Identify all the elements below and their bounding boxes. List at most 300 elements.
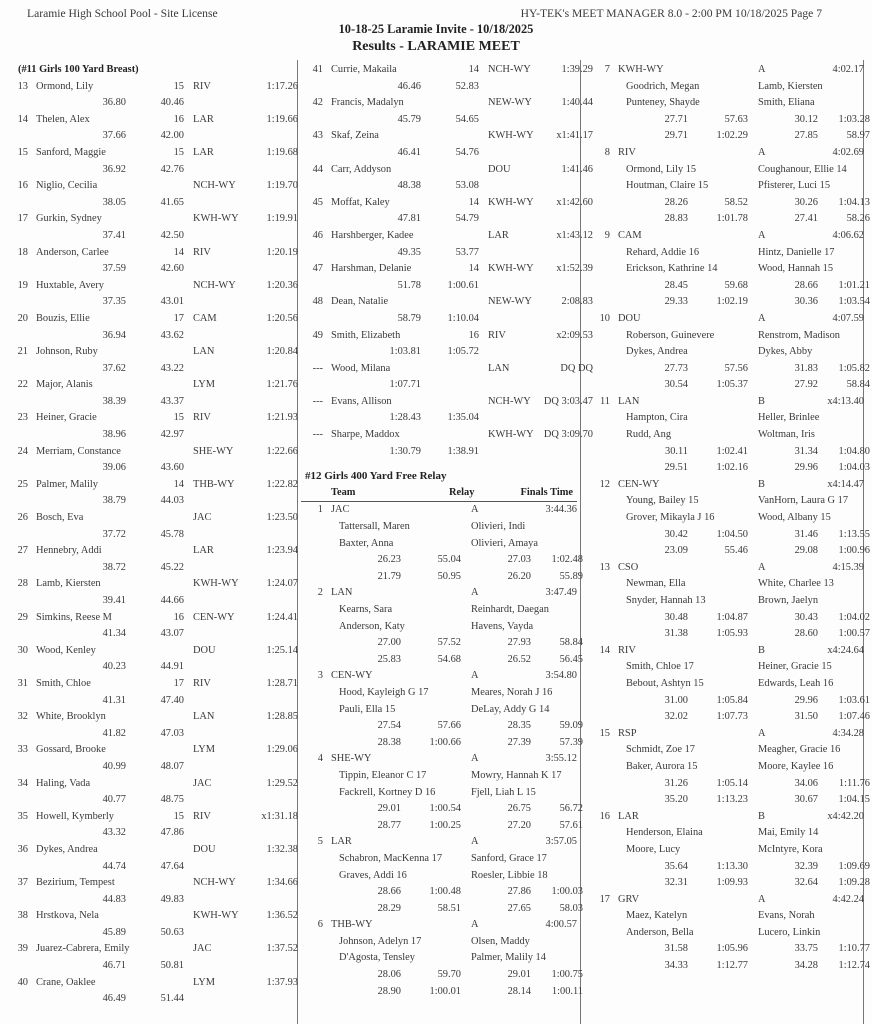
split-row [10, 361, 295, 378]
swimmer-name: Henderson, Elaina [626, 827, 703, 839]
swimmer-name: Grover, Mikayla J 16 [626, 512, 715, 524]
finals-time: 4:00.57 [545, 919, 577, 931]
split-100: 45.78 [160, 528, 184, 540]
split: 1:00.48 [429, 886, 461, 898]
swimmer-name: Dykes, Andrea [626, 346, 688, 358]
result-row [10, 975, 298, 992]
split: 56.72 [559, 803, 583, 815]
split: 1:04.03 [838, 462, 870, 474]
finals-time: 1:41.46 [561, 163, 593, 175]
place: 22 [17, 379, 28, 391]
result-row [10, 875, 298, 892]
split: 1:13.55 [838, 528, 870, 540]
place: 14 [17, 113, 28, 125]
swimmer-name: Lucero, Linkin [758, 926, 821, 938]
swimmer-name: Simkins, Reese M [36, 611, 112, 623]
split: 58.84 [559, 637, 583, 649]
relay-letter: A [471, 670, 479, 682]
finals-time: 1:24.41 [266, 611, 298, 623]
split-row [305, 178, 580, 195]
relay-letter: A [758, 229, 766, 241]
split-50: 37.66 [102, 130, 126, 142]
relay-swimmers-row [592, 510, 867, 527]
split: 27.41 [794, 213, 818, 225]
split-50: 1:28.43 [389, 412, 421, 424]
relay-swimmers-row [592, 576, 867, 593]
relay-swimmers-row [305, 685, 580, 702]
split-row [10, 493, 295, 510]
place: 45 [312, 196, 323, 208]
split-row [10, 228, 295, 245]
team: NCH-WY [488, 64, 531, 75]
team: KWH-WY [488, 263, 534, 275]
split-row [592, 792, 870, 809]
split: 28.90 [377, 985, 401, 997]
team: KWH-WY [193, 213, 239, 225]
split: 55.46 [724, 545, 748, 557]
place: 21 [17, 346, 28, 358]
finals-time: 3:55.12 [545, 753, 577, 765]
finals-time: 1:20.84 [266, 346, 298, 358]
team: LAN [193, 346, 215, 358]
split-row [305, 569, 583, 586]
split: 1:02.29 [716, 130, 748, 142]
relay-letter: A [471, 504, 479, 516]
split-row [592, 112, 870, 129]
swimmer-name: Moffat, Kaley [331, 196, 390, 208]
result-row [10, 344, 298, 361]
split: 27.39 [507, 736, 531, 748]
finals-time: 1:32.38 [266, 843, 298, 855]
place: 15 [17, 146, 28, 158]
split-50: 37.41 [102, 229, 126, 241]
swimmer-name: Francis, Madalyn [331, 97, 404, 109]
place: 16 [599, 810, 610, 822]
team: DOU [193, 644, 216, 656]
split-row [10, 759, 295, 776]
finals-time: 1:20.56 [266, 312, 298, 324]
relay-swimmers-row [592, 427, 867, 444]
split: 28.66 [794, 279, 818, 291]
swimmer-name: Wood, Kenley [36, 644, 96, 656]
swimmer-name: Wood, Hannah 15 [758, 263, 834, 275]
result-row [10, 742, 298, 759]
finals-time: 3:57.05 [545, 836, 577, 848]
age: 14 [468, 263, 479, 275]
split: 1:05.14 [716, 777, 748, 789]
split-row [592, 709, 870, 726]
finals-time: DQ 3:09.70 [543, 429, 593, 441]
result-row [305, 162, 593, 179]
split: 1:00.01 [429, 985, 461, 997]
split-100: 50.81 [160, 960, 184, 972]
finals-time: 1:24.07 [266, 578, 298, 590]
split: 29.96 [794, 462, 818, 474]
split-row [592, 875, 870, 892]
place: 44 [312, 163, 323, 175]
age: 15 [173, 146, 184, 158]
place: 13 [599, 561, 610, 573]
age: 17 [173, 312, 184, 324]
place: --- [312, 429, 323, 441]
place: 32 [17, 711, 28, 723]
age: 15 [173, 80, 184, 92]
team: KWH-WY [193, 910, 239, 922]
relay-swimmers-row [305, 536, 580, 553]
split: 1:00.75 [551, 969, 583, 981]
split: 58.51 [437, 902, 461, 914]
swimmer-name: Maez, Katelyn [626, 910, 688, 922]
split: 32.64 [794, 877, 818, 889]
swimmer-name: Dykes, Andrea [36, 843, 98, 855]
split: 58.52 [724, 196, 748, 208]
split: 57.39 [559, 736, 583, 748]
event-title [10, 62, 295, 79]
result-row [10, 543, 298, 560]
split-50: 36.94 [102, 329, 126, 341]
team: LAR [193, 146, 214, 158]
swimmer-name: Pfisterer, Luci 15 [758, 180, 831, 192]
split-row [305, 901, 583, 918]
place: 10 [599, 312, 610, 324]
team: CAM [618, 229, 642, 241]
result-row [10, 941, 298, 958]
split-100: 54.65 [455, 113, 479, 125]
place: --- [312, 395, 323, 407]
column-header-finals-time: Finals Time [520, 486, 573, 498]
results-column-3 [592, 62, 870, 975]
place: 36 [17, 843, 28, 855]
swimmer-name: Sharpe, Maddox [331, 429, 400, 441]
swimmer-name: D'Agosta, Tensley [339, 952, 415, 964]
split: 1:04.50 [716, 528, 748, 540]
finals-time: x2:09.53 [556, 329, 593, 341]
split: 1:05.37 [716, 379, 748, 391]
split-100: 47.64 [160, 860, 184, 872]
split-100: 1:00.61 [447, 279, 479, 291]
relay-letter: A [758, 312, 766, 324]
swimmer-name: Juarez-Cabrera, Emily [36, 943, 130, 955]
split: 27.03 [507, 554, 531, 566]
result-row [305, 128, 593, 145]
split-row [10, 261, 295, 278]
team: THB-WY [331, 919, 373, 931]
site-license: Laramie High School Pool - Site License [27, 7, 218, 20]
swimmer-name: Olivieri, Indi [471, 521, 526, 533]
place: 40 [17, 976, 28, 988]
split: 59.70 [437, 969, 461, 981]
split: 1:00.03 [551, 886, 583, 898]
split-100: 1:38.91 [447, 445, 479, 457]
split: 1:12.74 [838, 960, 870, 972]
split-row [592, 294, 870, 311]
swimmer-name: Evans, Allison [331, 395, 392, 407]
split-row [305, 818, 583, 835]
place: 38 [17, 910, 28, 922]
split-row [592, 278, 870, 295]
split: 57.63 [724, 113, 748, 125]
split-row [305, 377, 580, 394]
split-100: 48.75 [160, 794, 184, 806]
split-100: 52.83 [455, 80, 479, 92]
swimmer-name: Thelen, Alex [36, 113, 90, 125]
relay-row [592, 892, 867, 909]
split: 21.79 [377, 570, 401, 582]
split: 27.65 [507, 902, 531, 914]
split-50: 37.72 [102, 528, 126, 540]
split: 27.20 [507, 819, 531, 831]
place: 1 [317, 504, 323, 516]
split: 30.11 [665, 445, 688, 457]
split-100: 42.00 [160, 130, 184, 142]
split-100: 50.63 [160, 926, 184, 938]
split: 31.46 [794, 528, 818, 540]
split-100: 42.60 [160, 263, 184, 275]
swimmer-name: VanHorn, Laura G 17 [758, 495, 849, 507]
finals-time: 4:34.28 [832, 727, 864, 739]
relay-row [305, 917, 580, 934]
relay-letter: A [758, 561, 766, 573]
swimmer-name: Brown, Jaelyn [758, 595, 819, 606]
finals-time: 4:15.39 [832, 561, 864, 573]
split-100: 54.76 [455, 146, 479, 158]
split: 59.68 [724, 279, 748, 291]
split: 1:05.96 [716, 943, 748, 955]
finals-time: 1:28.71 [266, 677, 298, 689]
place: 7 [604, 64, 610, 75]
split-100: 51.44 [160, 993, 184, 1005]
relay-swimmers-row [592, 493, 867, 510]
split: 27.71 [664, 113, 688, 125]
place: 20 [17, 312, 28, 324]
finals-time: 1:21.76 [266, 379, 298, 391]
split-100: 43.60 [160, 462, 184, 474]
split: 1:03.61 [838, 694, 870, 706]
split: 34.33 [664, 960, 688, 972]
place: 19 [17, 279, 28, 291]
relay-row [592, 477, 867, 494]
team: KWH-WY [488, 196, 534, 208]
relay-row [592, 394, 867, 411]
split-50: 46.71 [102, 960, 126, 972]
split: 50.95 [437, 570, 461, 582]
place: 17 [17, 213, 28, 225]
split: 1:09.69 [838, 860, 870, 872]
relay-row [592, 228, 867, 245]
column-header-relay: Relay [449, 486, 475, 498]
team: NCH-WY [488, 395, 531, 407]
relay-swimmers-row [305, 768, 580, 785]
finals-time: 1:21.93 [266, 412, 298, 424]
split: 35.20 [664, 794, 688, 806]
swimmer-name: Anderson, Katy [339, 620, 405, 632]
swimmer-name: Renstrom, Madison [758, 329, 840, 341]
split-50: 38.96 [102, 429, 126, 441]
split: 1:02.48 [551, 554, 583, 566]
finals-time: x4:14.47 [827, 478, 864, 490]
meet-title: 10-18-25 Laramie Invite - 10/18/2025 [338, 22, 534, 36]
swimmer-name: Schabron, MacKenna 17 [339, 852, 443, 864]
finals-time: 1:40.44 [561, 97, 593, 109]
finals-time: 4:42.24 [832, 893, 864, 905]
finals-time: 1:17.26 [266, 80, 298, 92]
split: 30.43 [794, 611, 818, 623]
split-row [592, 693, 870, 710]
split: 1:11.76 [838, 777, 870, 789]
split-100: 1:35.04 [447, 412, 479, 424]
place: 41 [312, 64, 323, 75]
team: KWH-WY [193, 578, 239, 590]
split-50: 49.35 [397, 246, 421, 258]
split-row [10, 825, 295, 842]
split-row [592, 377, 870, 394]
split: 1:05.84 [716, 694, 748, 706]
team: NEW-WY [488, 97, 532, 109]
split-50: 38.39 [102, 395, 126, 407]
finals-time: 1:19.91 [266, 213, 298, 225]
swimmer-name: White, Charlee 13 [758, 578, 834, 590]
team: RIV [193, 246, 211, 258]
results-column-2 [305, 62, 593, 1000]
finals-time: x1:42.60 [556, 196, 593, 208]
split: 1:02.41 [716, 445, 748, 457]
split-50: 46.41 [397, 146, 421, 158]
swimmer-name: Haling, Vada [36, 777, 91, 789]
split: 29.96 [794, 694, 818, 706]
finals-time: 1:29.52 [266, 777, 298, 789]
split-100: 53.77 [455, 246, 479, 258]
team: RIV [193, 677, 211, 689]
result-row [10, 643, 298, 660]
swimmer-name: Wood, Albany 15 [758, 512, 831, 524]
relay-letter: A [758, 893, 766, 905]
team: CSO [618, 561, 639, 573]
relay-swimmers-row [305, 702, 580, 719]
split: 30.36 [794, 296, 818, 308]
split: 34.06 [794, 777, 818, 789]
swimmer-name: Rudd, Ang [626, 429, 672, 441]
swimmer-name: Pauli, Ella 15 [339, 703, 396, 715]
place: 39 [17, 943, 28, 955]
place: 26 [17, 512, 28, 524]
split-50: 36.80 [102, 97, 126, 109]
split-row [592, 128, 870, 145]
split-row [592, 859, 870, 876]
swimmer-name: Erickson, Kathrine 14 [626, 263, 718, 275]
split-row [305, 112, 580, 129]
finals-time: x4:24.64 [827, 644, 864, 656]
swimmer-name: Gurkin, Sydney [36, 213, 102, 225]
split-row [305, 245, 580, 262]
split: 1:00.96 [838, 545, 870, 557]
split-50: 36.92 [102, 163, 126, 175]
split: 1:13.23 [716, 794, 748, 806]
finals-time: x1:43.12 [556, 229, 593, 241]
split-100: 43.62 [160, 329, 184, 341]
split-50: 48.38 [397, 180, 421, 192]
split-row [10, 958, 295, 975]
relay-swimmers-row [592, 410, 867, 427]
split-row [10, 991, 295, 1008]
split-100: 43.01 [160, 296, 184, 308]
result-row [10, 79, 298, 96]
swimmer-name: Dean, Natalie [331, 296, 389, 308]
result-row [10, 112, 298, 129]
swimmer-name: Sanford, Grace 17 [471, 852, 547, 864]
split: 56.45 [559, 653, 583, 665]
finals-time: x1:52.39 [556, 263, 593, 275]
split: 58.26 [846, 213, 870, 225]
split-100: 54.79 [455, 213, 479, 225]
place: 5 [317, 836, 323, 848]
split: 26.20 [507, 570, 531, 582]
team: RIV [618, 146, 636, 158]
split: 55.04 [437, 554, 461, 566]
split: 1:00.11 [551, 985, 583, 997]
split: 25.83 [377, 653, 401, 665]
place: 6 [317, 919, 323, 931]
split-row [10, 792, 295, 809]
result-row [10, 842, 298, 859]
split-100: 47.03 [160, 727, 184, 739]
split-row [10, 593, 295, 610]
split: 28.14 [507, 985, 531, 997]
split: 28.66 [377, 886, 401, 898]
split-50: 41.31 [102, 694, 126, 706]
result-row [10, 477, 298, 494]
split: 1:00.57 [838, 628, 870, 640]
result-row [10, 211, 298, 228]
split-100: 43.07 [160, 628, 184, 640]
swimmer-name: Baxter, Anna [339, 537, 394, 549]
place: 14 [599, 644, 610, 656]
split-row [10, 128, 295, 145]
split-50: 46.46 [397, 80, 421, 92]
split-row [305, 444, 580, 461]
result-row [10, 709, 298, 726]
split: 1:04.13 [838, 196, 870, 208]
split-50: 44.83 [102, 893, 126, 905]
split: 1:01.78 [716, 213, 748, 225]
result-row [10, 245, 298, 262]
relay-swimmers-row [592, 328, 867, 345]
place: 37 [17, 877, 28, 889]
split: 27.54 [377, 720, 401, 732]
finals-time: 1:19.66 [266, 113, 298, 125]
split: 28.29 [377, 902, 401, 914]
relay-row [592, 726, 867, 743]
relay-swimmers-row [305, 868, 580, 885]
relay-letter: A [471, 919, 479, 931]
swimmer-name: DeLay, Addy G 14 [471, 703, 550, 715]
split: 58.97 [846, 130, 870, 142]
split: 28.45 [664, 279, 688, 291]
relay-letter: A [758, 146, 766, 158]
split: 34.28 [794, 960, 818, 972]
place: 30 [17, 644, 28, 656]
split: 30.42 [664, 528, 688, 540]
split: 27.86 [507, 886, 531, 898]
result-row [305, 261, 593, 278]
relay-row [592, 62, 867, 79]
split-50: 41.82 [102, 727, 126, 739]
split-row [10, 95, 295, 112]
split-50: 39.06 [102, 462, 126, 474]
swimmer-name: Merriam, Constance [36, 445, 121, 457]
team: LAR [193, 545, 214, 557]
swimmer-name: Roberson, Guinevere [626, 329, 715, 341]
split-row [10, 925, 295, 942]
